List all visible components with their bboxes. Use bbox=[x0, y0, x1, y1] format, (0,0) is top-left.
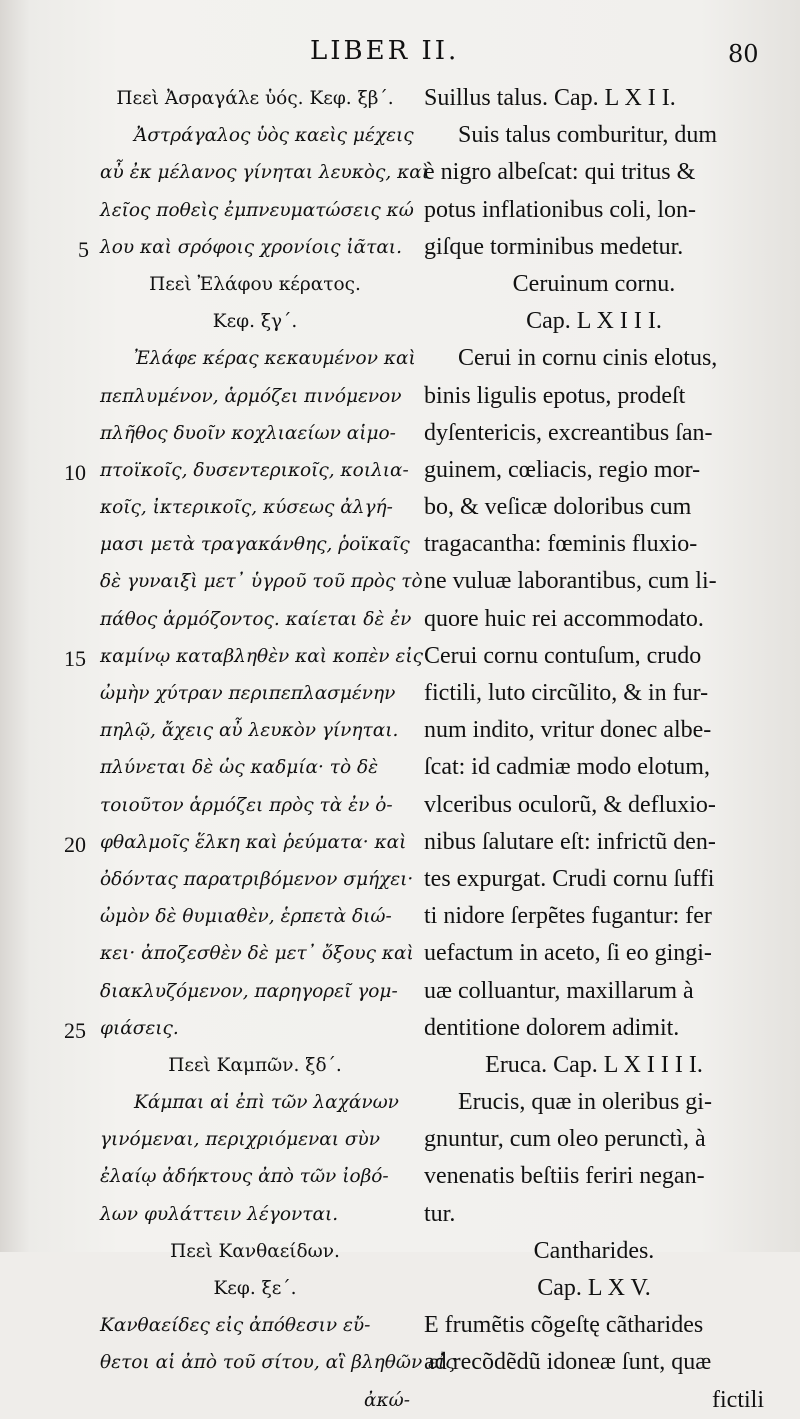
latin-text-line: fictili, luto circũlito, & in fur- bbox=[424, 680, 709, 706]
greek-text-line: Ἐλάφε κέρας κεκαυμένον καὶ bbox=[134, 348, 416, 370]
greek-text-line: μασι μετὰ τραγακάνθης, ῥοϊκαῖς bbox=[100, 534, 410, 556]
latin-text-line: vlceribus oculorũ, & defluxio- bbox=[424, 791, 716, 818]
greek-text-line: λου καὶ σρόφοις χρονίοις ἰᾶται. bbox=[100, 236, 402, 258]
greek-text-line: αὖ ἐκ μέλανος γίνηται λευκὸς, καὶ bbox=[100, 162, 430, 184]
greek-text-line: Κανθαείδες εἰς ἀπόθεσιν εὔ- bbox=[100, 1315, 371, 1337]
greek-text-line: ὀδόντας παρατριβόμενον σμήχει· bbox=[100, 868, 414, 890]
running-head: LIBER II. bbox=[310, 36, 460, 66]
greek-text-line: Πεεὶ Ἀσραγάλε ὑός. Κεφ. ξβ΄. bbox=[116, 88, 394, 109]
greek-text-line: πεπλυμένον, ἁρμόζει πινόμενον bbox=[100, 385, 402, 407]
greek-text-line: Πεεὶ Ἐλάφου κέρατος. bbox=[149, 273, 361, 295]
latin-text-line: Cap. L X V. bbox=[537, 1275, 651, 1301]
latin-text-line: uæ colluantur, maxillarum à bbox=[424, 977, 694, 1004]
latin-text-line: potus inflationibus coli, lon- bbox=[424, 196, 696, 223]
greek-text-line: Ἀστράγαλος ὑὸς καεὶς μέχεις bbox=[134, 125, 414, 147]
latin-text-line: uefactum in aceto, ſi eo gingi- bbox=[424, 940, 712, 967]
greek-text-line: διακλυζόμενον, παρηγορεῖ γομ- bbox=[100, 980, 398, 1002]
greek-text-line: πλύνεται δὲ ὡς καδμία· τὸ δὲ bbox=[100, 757, 379, 779]
latin-text-line: gnuntur, cum oleo perunctì, à bbox=[424, 1126, 706, 1153]
latin-text-line: dentitione dolorem adimit. bbox=[424, 1014, 680, 1041]
latin-text-line: quore huic rei accommodato. bbox=[424, 605, 704, 632]
latin-text-line: fictili bbox=[712, 1386, 764, 1413]
latin-text-line: bo, & veſicæ doloribus cum bbox=[424, 494, 692, 521]
line-number: 15 bbox=[64, 646, 86, 671]
latin-text-line: Eruca. Cap. L X I I I I. bbox=[485, 1051, 703, 1078]
latin-text-line: Cerui cornu contuſum, crudo bbox=[424, 642, 702, 669]
latin-text-line: ne vuluæ laborantibus, cum li- bbox=[424, 568, 717, 595]
greek-text-line: λεῖος ποθεὶς ἐμπνευματώσεις κώ bbox=[100, 199, 414, 221]
greek-text-line: πλῆθος δυοῖν κοχλιαείων αἱμο- bbox=[100, 422, 396, 444]
latin-text-line: è nigro albeſcat: qui tritus & bbox=[424, 159, 696, 186]
greek-text-line: Πεεὶ Καμπῶν. ξδ΄. bbox=[168, 1054, 342, 1076]
latin-text-line: ſcat: id cadmiæ modo elotum, bbox=[424, 754, 710, 781]
latin-text-line: num indito, vritur donec albe- bbox=[424, 717, 712, 744]
latin-text-line: venenatis beſtiis feriri negan- bbox=[424, 1163, 705, 1190]
greek-text-line: ἀκώ- bbox=[364, 1389, 410, 1411]
latin-text-line: Cantharides. bbox=[533, 1237, 655, 1264]
greek-text-line: φθαλμοῖς ἕλκη καὶ ῥεύματα· καὶ bbox=[100, 831, 407, 853]
latin-text-line: tes expurgat. Crudi cornu ſuffi bbox=[424, 865, 715, 892]
greek-text-line: ὠμὴν χύτραν περιπεπλασμένην bbox=[100, 683, 396, 704]
latin-text-line: dyſentericis, excreantibus ſan- bbox=[424, 419, 713, 446]
latin-text-line: nibus ſalutare eſt: infrictũ den- bbox=[424, 828, 716, 855]
latin-text-line: guinem, cœliacis, regio mor- bbox=[424, 456, 701, 483]
greek-text-line: πτοϊκοῖς, δυσεντερικοῖς, κοιλια- bbox=[100, 459, 409, 481]
greek-text-line: θετοι αἱ ἀπὸ τοῦ σίτου, αἳ βληθῶν εἰς bbox=[100, 1352, 456, 1374]
greek-text-line: ὠμὸν δὲ θυμιαθὲν, ἑρπετὰ διώ- bbox=[100, 906, 392, 928]
greek-text-line: γινόμεναι, περιχριόμεναι σὺν bbox=[100, 1129, 381, 1151]
greek-text-line: κοῖς, ἰκτερικοῖς, κύσεως ἀλγή- bbox=[100, 497, 393, 519]
page-number: 80 bbox=[728, 40, 759, 68]
greek-text-line: πηλῷ, ἄχεις αὖ λευκὸν γίνηται. bbox=[100, 720, 399, 742]
greek-text-line: Πεεὶ Κανθαείδων. bbox=[170, 1240, 340, 1262]
greek-text-line: λων φυλάττειν λέγονται. bbox=[100, 1203, 339, 1225]
greek-text-line: κει· ἀποζεσθὲν δὲ μετ᾽ ὄξους καὶ bbox=[100, 943, 414, 965]
latin-text-line: Cerui in cornu cinis elotus, bbox=[458, 345, 718, 372]
latin-text-line: Suillus talus. Cap. L X I I. bbox=[424, 85, 676, 111]
line-number: 10 bbox=[64, 460, 86, 485]
latin-text-line: tragacantha: fœminis fluxio- bbox=[424, 531, 698, 558]
latin-text-line: Suis talus comburitur, dum bbox=[458, 122, 718, 149]
latin-text-line: Erucis, quæ in oleribus gi- bbox=[458, 1089, 712, 1116]
latin-text-column bbox=[424, 80, 764, 1419]
greek-text-line: καμίνῳ καταβληθὲν καὶ κοπὲν εἰς bbox=[100, 645, 423, 667]
latin-text-line: ti nidore ſerpẽtes fugantur: fer bbox=[424, 903, 712, 930]
greek-text-line: Κεφ. ξγ΄. bbox=[212, 311, 298, 333]
line-number: 5 bbox=[78, 236, 89, 262]
greek-text-line: φιάσεις. bbox=[100, 1017, 179, 1039]
latin-text-line: Cap. L X I I I. bbox=[526, 308, 662, 335]
latin-text-line: E frumẽtis cõgeſtę cãtharides bbox=[424, 1312, 704, 1339]
greek-text-line: ἐλαίῳ ἀδήκτους ἀπὸ τῶν ἰοβό- bbox=[100, 1166, 389, 1188]
latin-text-line: ad recõdẽdũ idoneæ ſunt, quæ bbox=[424, 1349, 712, 1376]
greek-text-line: τοιοῦτον ἁρμόζει πρὸς τὰ ἐν ὀ- bbox=[100, 794, 393, 816]
latin-text-line: tur. bbox=[424, 1200, 456, 1227]
line-number: 25 bbox=[64, 1018, 86, 1043]
greek-text-line: πάθος ἁρμόζοντος. καίεται δὲ ἐν bbox=[100, 608, 412, 630]
greek-text-line: Κεφ. ξε΄. bbox=[213, 1278, 297, 1299]
greek-text-line: Κάμπαι αἱ ἐπὶ τῶν λαχάνων bbox=[134, 1092, 399, 1114]
greek-text-line: δὲ γυναιξὶ μετ᾽ ὑγροῦ τοῦ πρὸς τὸ bbox=[100, 571, 423, 593]
line-number: 20 bbox=[64, 832, 86, 857]
latin-text-line: binis ligulis epotus, prodeſt bbox=[424, 382, 686, 409]
latin-text-line: Ceruinum cornu. bbox=[512, 270, 676, 297]
latin-text-line: giſque torminibus medetur. bbox=[424, 233, 684, 260]
page-header bbox=[0, 36, 800, 76]
